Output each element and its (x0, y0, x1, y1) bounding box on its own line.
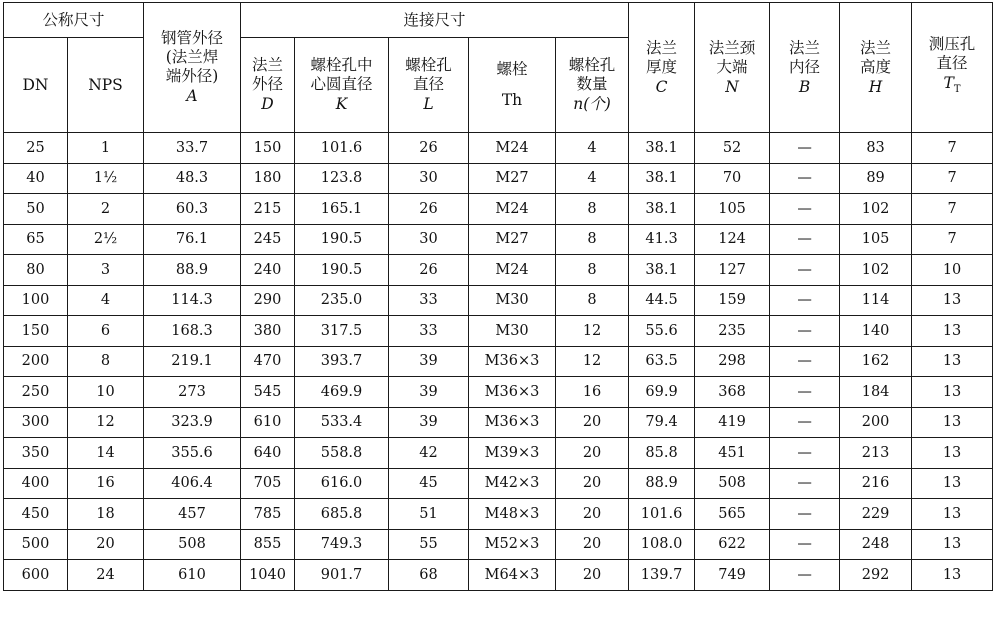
nps-cell: 12 (68, 407, 144, 438)
flange-height-header (840, 3, 912, 133)
neck-diameter-cell: 235 (695, 316, 770, 347)
neck-diameter-cell: 451 (695, 438, 770, 469)
bolt-circle-cell: 533.4 (295, 407, 389, 438)
pipe-od-label: 钢管外径 (法兰焊 端外径) (161, 29, 224, 85)
table-row (4, 529, 993, 560)
dn-cell: 40 (4, 163, 68, 194)
flange-od-cell: 705 (241, 468, 295, 499)
bolt-count-cell: 8 (556, 255, 629, 286)
bolt-symbol: Th (501, 91, 523, 109)
pipe-od-cell: 610 (144, 560, 241, 591)
inner-diameter-cell: — (770, 163, 840, 194)
nps-cell: 16 (68, 468, 144, 499)
table-row (4, 255, 993, 286)
flange-height-cell: 200 (840, 407, 912, 438)
bolt-hole-cell: 42 (389, 438, 469, 469)
flange-height-cell: 184 (840, 377, 912, 408)
pipe-od-symbol: A (186, 87, 198, 105)
pipe-od-cell: 48.3 (144, 163, 241, 194)
flange-od-cell: 290 (241, 285, 295, 316)
flange-thickness-cell: 38.1 (629, 194, 695, 225)
flange-height-cell: 248 (840, 529, 912, 560)
neck-diameter-cell: 508 (695, 468, 770, 499)
test-hole-cell: 13 (912, 468, 993, 499)
bolt-count-header (556, 38, 629, 133)
bolt-count-cell: 20 (556, 407, 629, 438)
bolt-circle-cell: 317.5 (295, 316, 389, 347)
bolt-hole-cell: 39 (389, 346, 469, 377)
neck-diameter-cell: 749 (695, 560, 770, 591)
table-row (4, 224, 993, 255)
bolt-count-label: 螺栓孔 数量 (568, 56, 616, 93)
flange-height-cell: 102 (840, 194, 912, 225)
inner-diameter-cell: — (770, 285, 840, 316)
flange-od-cell: 640 (241, 438, 295, 469)
flange-od-cell: 180 (241, 163, 295, 194)
bolt-count-cell: 8 (556, 224, 629, 255)
flange-od-cell: 470 (241, 346, 295, 377)
pipe-od-cell: 114.3 (144, 285, 241, 316)
dn-cell: 450 (4, 499, 68, 530)
table-row (4, 316, 993, 347)
table-header (4, 3, 993, 133)
bolt-cell: M24 (469, 255, 556, 286)
flange-thickness-cell: 88.9 (629, 468, 695, 499)
pipe-od-cell: 355.6 (144, 438, 241, 469)
flange-height-cell: 89 (840, 163, 912, 194)
pipe-od-cell: 323.9 (144, 407, 241, 438)
flange-height-symbol: H (868, 77, 883, 96)
bolt-hole-cell: 39 (389, 407, 469, 438)
bolt-circle-label: 螺栓孔中 心圆直径 (310, 56, 373, 93)
dn-cell: 350 (4, 438, 68, 469)
nps-cell: 24 (68, 560, 144, 591)
inner-diameter-cell: — (770, 224, 840, 255)
test-hole-cell: 13 (912, 316, 993, 347)
flange-od-cell: 380 (241, 316, 295, 347)
test-hole-label: 测压孔 直径 (928, 35, 976, 73)
nps-header: NPS (68, 38, 144, 133)
bolt-cell: M42×3 (469, 468, 556, 499)
nps-cell: 1 (68, 133, 144, 164)
flange-od-cell: 245 (241, 224, 295, 255)
nps-cell: 10 (68, 377, 144, 408)
bolt-circle-cell: 558.8 (295, 438, 389, 469)
bolt-circle-cell: 685.8 (295, 499, 389, 530)
table-row (4, 468, 993, 499)
dn-cell: 50 (4, 194, 68, 225)
bolt-hole-cell: 33 (389, 285, 469, 316)
test-hole-cell: 13 (912, 529, 993, 560)
test-hole-symbol: $T_T$ (943, 74, 961, 96)
bolt-count-cell: 4 (556, 133, 629, 164)
flange-height-cell: 105 (840, 224, 912, 255)
bolt-hole-cell: 68 (389, 560, 469, 591)
nps-cell: 14 (68, 438, 144, 469)
inner-diameter-cell: — (770, 529, 840, 560)
table-row (4, 285, 993, 316)
test-hole-cell: 13 (912, 438, 993, 469)
bolt-count-cell: 20 (556, 499, 629, 530)
bolt-hole-header (389, 38, 469, 133)
bolt-hole-cell: 26 (389, 194, 469, 225)
flange-thickness-cell: 55.6 (629, 316, 695, 347)
bolt-cell: M24 (469, 194, 556, 225)
flange-thickness-cell: 108.0 (629, 529, 695, 560)
test-hole-cell: 7 (912, 163, 993, 194)
neck-diameter-cell: 52 (695, 133, 770, 164)
test-hole-cell: 13 (912, 377, 993, 408)
pipe-od-cell: 60.3 (144, 194, 241, 225)
neck-diameter-cell: 419 (695, 407, 770, 438)
dn-cell: 100 (4, 285, 68, 316)
flange-height-cell: 102 (840, 255, 912, 286)
bolt-hole-cell: 30 (389, 163, 469, 194)
test-hole-cell: 13 (912, 407, 993, 438)
flange-od-cell: 545 (241, 377, 295, 408)
bolt-cell: M27 (469, 163, 556, 194)
dn-cell: 300 (4, 407, 68, 438)
test-hole-cell: 7 (912, 133, 993, 164)
flange-height-cell: 114 (840, 285, 912, 316)
nps-cell: 2½ (68, 224, 144, 255)
bolt-circle-cell: 165.1 (295, 194, 389, 225)
neck-diameter-cell: 622 (695, 529, 770, 560)
flange-thickness-cell: 79.4 (629, 407, 695, 438)
inner-diameter-label: 法兰 内径 (789, 38, 821, 76)
bolt-header (469, 38, 556, 133)
flange-thickness-label: 法兰 厚度 (646, 38, 678, 76)
pipe-od-cell: 508 (144, 529, 241, 560)
neck-diameter-cell: 127 (695, 255, 770, 286)
bolt-cell: M30 (469, 285, 556, 316)
bolt-cell: M52×3 (469, 529, 556, 560)
flange-od-cell: 785 (241, 499, 295, 530)
bolt-count-cell: 20 (556, 468, 629, 499)
flange-height-cell: 83 (840, 133, 912, 164)
flange-height-label: 法兰 高度 (860, 38, 892, 76)
flange-thickness-cell: 38.1 (629, 255, 695, 286)
inner-diameter-cell: — (770, 255, 840, 286)
test-hole-cell: 10 (912, 255, 993, 286)
flange-thickness-cell: 69.9 (629, 377, 695, 408)
flange-height-cell: 213 (840, 438, 912, 469)
pipe-od-cell: 168.3 (144, 316, 241, 347)
bolt-count-cell: 20 (556, 438, 629, 469)
pipe-od-cell: 33.7 (144, 133, 241, 164)
bolt-count-cell: 16 (556, 377, 629, 408)
bolt-cell: M39×3 (469, 438, 556, 469)
neck-diameter-symbol: N (725, 77, 739, 96)
bolt-cell: M36×3 (469, 377, 556, 408)
flange-od-symbol: D (261, 95, 274, 113)
pipe-od-cell: 406.4 (144, 468, 241, 499)
table-row (4, 407, 993, 438)
bolt-count-cell: 4 (556, 163, 629, 194)
inner-diameter-cell: — (770, 438, 840, 469)
dn-cell: 150 (4, 316, 68, 347)
inner-diameter-cell: — (770, 316, 840, 347)
bolt-circle-cell: 469.9 (295, 377, 389, 408)
bolt-hole-cell: 45 (389, 468, 469, 499)
flange-od-cell: 215 (241, 194, 295, 225)
bolt-count-cell: 12 (556, 346, 629, 377)
nps-cell: 4 (68, 285, 144, 316)
bolt-hole-cell: 39 (389, 377, 469, 408)
flange-thickness-cell: 38.1 (629, 133, 695, 164)
flange-od-cell: 855 (241, 529, 295, 560)
flange-thickness-cell: 63.5 (629, 346, 695, 377)
inner-diameter-header (770, 3, 840, 133)
nps-cell: 20 (68, 529, 144, 560)
inner-diameter-cell: — (770, 346, 840, 377)
dn-header: DN (4, 38, 68, 133)
bolt-cell: M36×3 (469, 407, 556, 438)
flange-thickness-cell: 44.5 (629, 285, 695, 316)
table-row (4, 377, 993, 408)
neck-diameter-cell: 368 (695, 377, 770, 408)
nps-cell: 1½ (68, 163, 144, 194)
nps-cell: 3 (68, 255, 144, 286)
neck-diameter-cell: 124 (695, 224, 770, 255)
flange-od-header (241, 38, 295, 133)
bolt-count-cell: 12 (556, 316, 629, 347)
bolt-cell: M24 (469, 133, 556, 164)
dn-cell: 25 (4, 133, 68, 164)
bolt-circle-cell: 190.5 (295, 224, 389, 255)
test-hole-cell: 13 (912, 285, 993, 316)
flange-height-cell: 229 (840, 499, 912, 530)
neck-diameter-label: 法兰颈 大端 (708, 38, 756, 76)
bolt-circle-cell: 901.7 (295, 560, 389, 591)
bolt-cell: M30 (469, 316, 556, 347)
neck-diameter-cell: 105 (695, 194, 770, 225)
flange-od-cell: 610 (241, 407, 295, 438)
flange-thickness-cell: 85.8 (629, 438, 695, 469)
flange-height-cell: 216 (840, 468, 912, 499)
bolt-circle-cell: 393.7 (295, 346, 389, 377)
nps-cell: 6 (68, 316, 144, 347)
pipe-od-cell: 219.1 (144, 346, 241, 377)
test-hole-cell: 13 (912, 560, 993, 591)
bolt-circle-cell: 190.5 (295, 255, 389, 286)
pipe-od-cell: 76.1 (144, 224, 241, 255)
dn-cell: 250 (4, 377, 68, 408)
flange-thickness-symbol: C (655, 77, 668, 96)
bolt-circle-cell: 101.6 (295, 133, 389, 164)
bolt-count-cell: 8 (556, 285, 629, 316)
inner-diameter-cell: — (770, 194, 840, 225)
flange-od-cell: 1040 (241, 560, 295, 591)
pipe-od-header (144, 3, 241, 133)
bolt-cell: M64×3 (469, 560, 556, 591)
flange-thickness-cell: 38.1 (629, 163, 695, 194)
nominal-size-header: 公称尺寸 (4, 3, 144, 38)
bolt-hole-symbol: L (423, 95, 434, 113)
flange-thickness-cell: 41.3 (629, 224, 695, 255)
neck-diameter-cell: 298 (695, 346, 770, 377)
bolt-count-cell: 20 (556, 560, 629, 591)
bolt-cell: M27 (469, 224, 556, 255)
nps-cell: 18 (68, 499, 144, 530)
flange-height-cell: 292 (840, 560, 912, 591)
bolt-count-cell: 8 (556, 194, 629, 225)
connection-size-header: 连接尺寸 (241, 3, 629, 38)
neck-diameter-cell: 565 (695, 499, 770, 530)
neck-diameter-cell: 159 (695, 285, 770, 316)
inner-diameter-cell: — (770, 407, 840, 438)
bolt-circle-symbol: K (335, 95, 348, 113)
table-row (4, 560, 993, 591)
bolt-hole-label: 螺栓孔 直径 (405, 56, 452, 93)
flange-dimension-table (3, 2, 993, 591)
inner-diameter-symbol: B (798, 77, 811, 96)
table-row (4, 499, 993, 530)
dn-cell: 65 (4, 224, 68, 255)
bolt-hole-cell: 51 (389, 499, 469, 530)
bolt-count-symbol: n(个) (573, 95, 611, 113)
dn-cell: 400 (4, 468, 68, 499)
table-row (4, 438, 993, 469)
table-row (4, 133, 993, 164)
inner-diameter-cell: — (770, 560, 840, 591)
flange-thickness-cell: 139.7 (629, 560, 695, 591)
pipe-od-cell: 88.9 (144, 255, 241, 286)
test-hole-header (912, 3, 993, 133)
neck-diameter-cell: 70 (695, 163, 770, 194)
bolt-hole-cell: 30 (389, 224, 469, 255)
flange-dimension-table-container (3, 2, 992, 629)
bolt-circle-header (295, 38, 389, 133)
table-body (4, 133, 993, 591)
inner-diameter-cell: — (770, 133, 840, 164)
pipe-od-cell: 457 (144, 499, 241, 530)
inner-diameter-cell: — (770, 468, 840, 499)
table-row (4, 346, 993, 377)
nps-cell: 8 (68, 346, 144, 377)
dn-cell: 600 (4, 560, 68, 591)
bolt-cell: M48×3 (469, 499, 556, 530)
test-hole-cell: 7 (912, 224, 993, 255)
table-row (4, 194, 993, 225)
neck-diameter-header (695, 3, 770, 133)
bolt-hole-cell: 55 (389, 529, 469, 560)
flange-height-cell: 162 (840, 346, 912, 377)
flange-height-cell: 140 (840, 316, 912, 347)
flange-od-cell: 150 (241, 133, 295, 164)
test-hole-cell: 7 (912, 194, 993, 225)
bolt-label: 螺栓 (496, 60, 528, 78)
table-row (4, 163, 993, 194)
bolt-hole-cell: 33 (389, 316, 469, 347)
bolt-circle-cell: 616.0 (295, 468, 389, 499)
bolt-circle-cell: 123.8 (295, 163, 389, 194)
pipe-od-cell: 273 (144, 377, 241, 408)
flange-od-cell: 240 (241, 255, 295, 286)
inner-diameter-cell: — (770, 499, 840, 530)
bolt-hole-cell: 26 (389, 255, 469, 286)
nps-cell: 2 (68, 194, 144, 225)
bolt-count-cell: 20 (556, 529, 629, 560)
flange-thickness-header (629, 3, 695, 133)
bolt-circle-cell: 235.0 (295, 285, 389, 316)
dn-cell: 80 (4, 255, 68, 286)
dn-cell: 200 (4, 346, 68, 377)
inner-diameter-cell: — (770, 377, 840, 408)
test-hole-cell: 13 (912, 346, 993, 377)
dn-cell: 500 (4, 529, 68, 560)
flange-thickness-cell: 101.6 (629, 499, 695, 530)
bolt-circle-cell: 749.3 (295, 529, 389, 560)
bolt-cell: M36×3 (469, 346, 556, 377)
bolt-hole-cell: 26 (389, 133, 469, 164)
flange-od-label: 法兰 外径 (252, 56, 284, 93)
test-hole-cell: 13 (912, 499, 993, 530)
